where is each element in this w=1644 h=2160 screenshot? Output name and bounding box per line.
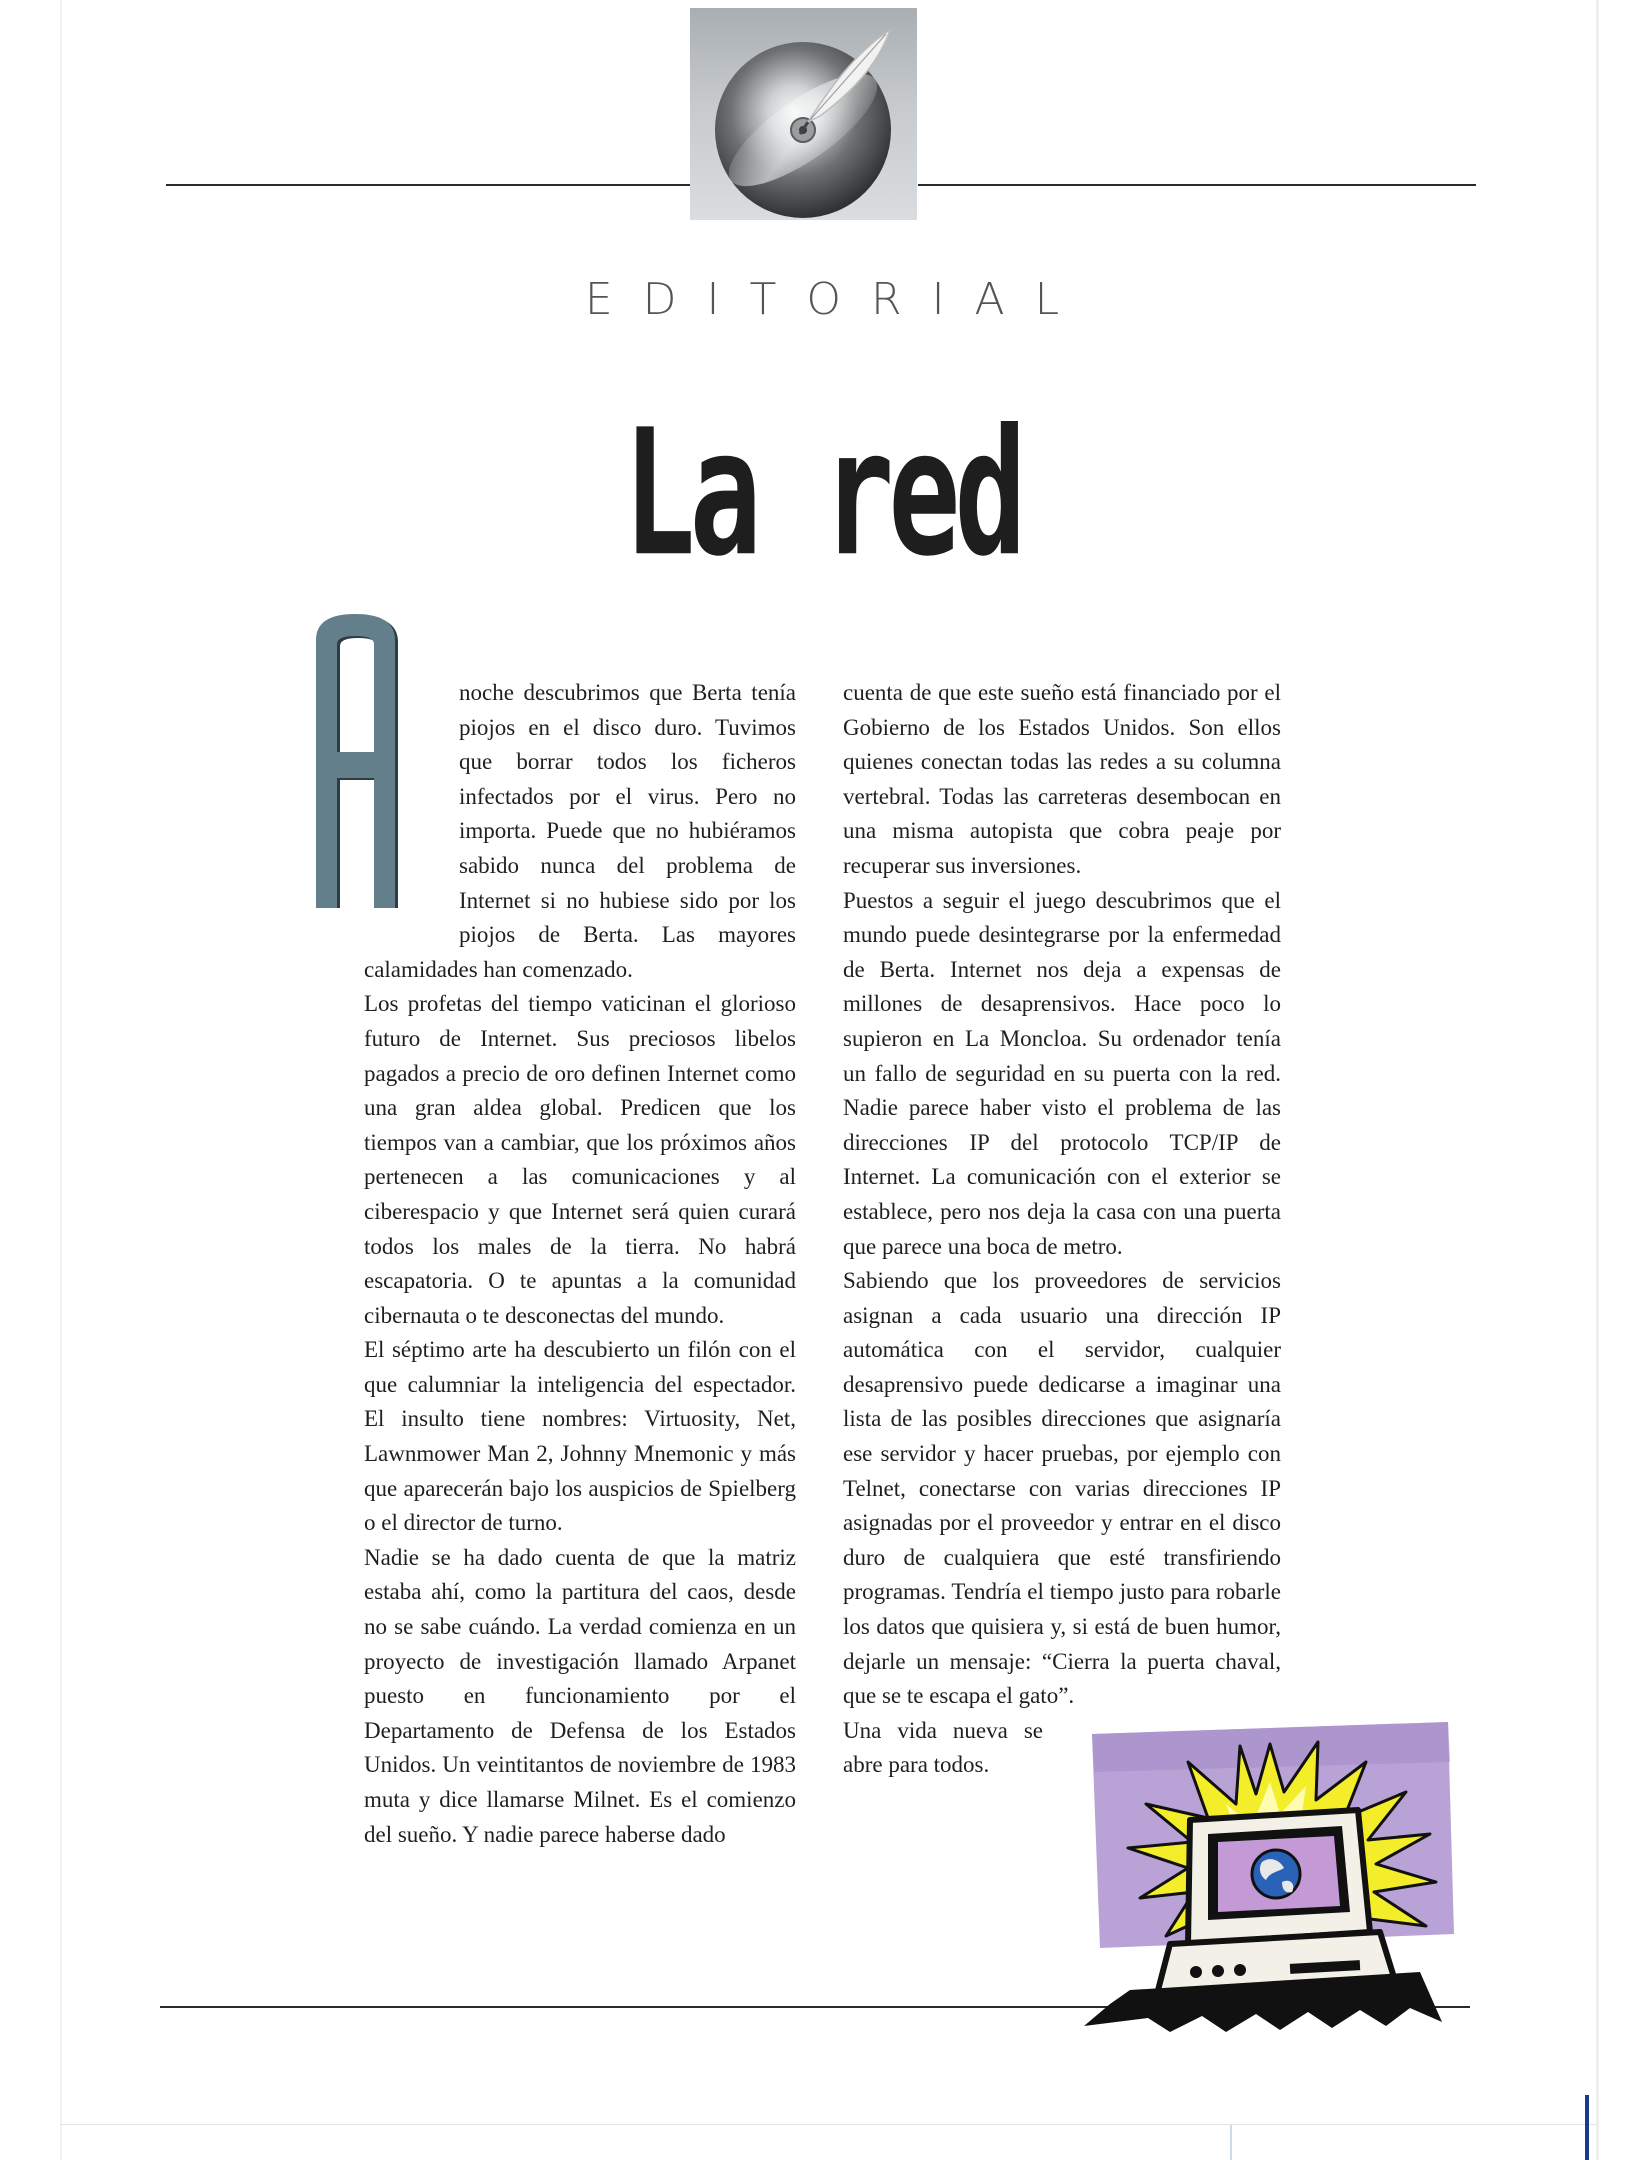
header-rule-left: [166, 184, 691, 186]
section-label: EDITORIAL: [584, 274, 1090, 325]
article-title: La red: [623, 393, 1021, 596]
paragraph: Sabiendo que los proveedores de servicios asignan a cada usuario una dirección IP automática con el servidor, cualquier desaprensivo puede dedicarse a imaginar una lista de las posibles direcciones que asignaría ese servidor y hacer pruebas, por ejemplo con Telnet, conectarse con varias direcciones IP asignadas por el proveedor y entrar en el disco duro de cualquiera que esté transfiriendo programas. Tendría el tiempo justo para robarle los datos que quisiera y, si está de buen humor, dejarle un mensaje: “Cierra la puerta chaval, que se te escapa el gato”.: [843, 1268, 1281, 1709]
paragraph: Una vida nueva se abre para todos.: [843, 1717, 1043, 1778]
paragraph: Los profetas del tiempo vaticinan el glorioso futuro de Internet. Sus preciosos libelos pagados a precio de oro definen Internet como una gran aldea global. Predicen que los tiempos van a cambiar, que los próximos años pertenecen a las comunicaciones y al ciberespacio y que Internet será quien curará todos los males de la tierra. No habrá escapatoria. O te apuntas a la comunidad cibernauta o te desconectas del mundo.: [364, 991, 796, 1328]
scan-mark: [1585, 2095, 1589, 2160]
disc-quill-icon: [690, 8, 917, 220]
paragraph: El séptimo arte ha descubierto un filón con el que calumniar la inteligencia del espectador. El insulto tiene nombres: Virtuosity, Net, Lawnmower Man 2, Johnny Mnemonic y más que aparecerán bajo los auspicios de Spielberg o el director de turno.: [364, 1337, 796, 1536]
article-column-left: [364, 676, 796, 1852]
header-rule-right: [918, 184, 1476, 186]
globe-icon: [1252, 1850, 1300, 1898]
page-scan-bottom-edge: [60, 2124, 1596, 2125]
paragraph: noche descubrimos que Berta tenía piojos en el disco duro. Tuvimos que borrar todos los ficheros infectados por el virus. Pero no importa. Puede que no hubiéramos sabido nunca del problema de Internet si no hubiese sido por los piojos de Berta. Las mayores calamidades han comenzado.: [364, 680, 796, 982]
computer-clipart-illustration: [1070, 1722, 1472, 2032]
article-column-right: [843, 676, 1281, 1854]
paragraph: Nadie se ha dado cuenta de que la matriz estaba ahí, como la partitura del caos, desde no se sabe cuándo. La verdad comienza en un proyecto de investigación llamado Arpanet puesto en funcionamiento por el Departamento de Defensa de los Estados Unidos. Un veintitantos de noviembre de 1983 muta y dice llamarse Milnet. Es el comienzo del sueño. Y nadie parece haberse dado: [364, 1544, 796, 1847]
editorial-emblem: [690, 8, 917, 220]
paragraph: cuenta de que este sueño está financiado por el Gobierno de los Estados Unidos. Son ellos quienes conectan todas las redes a su columna vertebral. Todas las carreteras desembocan en una misma autopista que cobra peaje por recuperar sus inversiones.: [843, 680, 1281, 878]
paragraph: Puestos a seguir el juego descubrimos que el mundo puede desintegrarse por la enfermedad de Berta. Internet nos deja a expensas de millones de desaprensivos. Hace poco lo supieron en La Moncloa. Su ordenador tenía un fallo de seguridad en su puerta con la red. Nadie parece haber visto el problema de las direcciones IP del protocolo TCP/IP de Internet. La comunicación con el exterior se establece, pero nos deja la casa con una puerta que parece una boca de metro.: [843, 887, 1281, 1259]
drop-cap-text: A: [312, 610, 313, 611]
scan-mark-faint: [1230, 2125, 1232, 2160]
